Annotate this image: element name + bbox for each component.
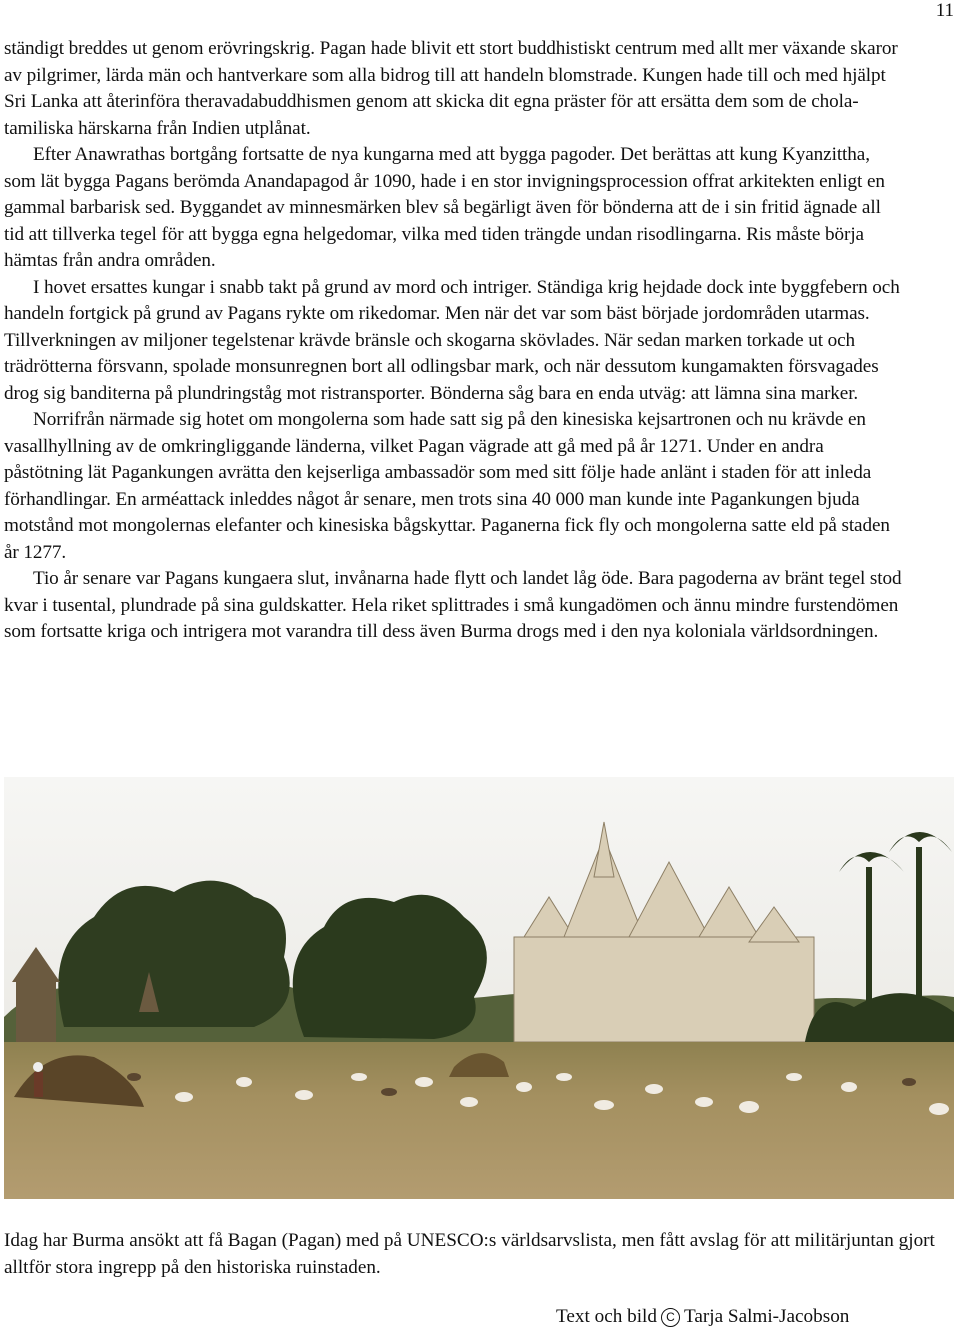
paragraph: I hovet ersattes kungar i snabb takt på grund av mord och intriger. Ständiga krig hejdade dock inte byggfebern och handeln fortgick på grund av Pagans rykte om rikedomar. Men när det var som bäst började jordområden utarmas. Tillverkningen av miljoner tegelstenar krävde bränsle och skogarna skövlades. När sedan marken torkade ut och trädrötterna försvann, spolade monsunregnen bort all odlingsbar mark, och när dessutom kungamakten försvagades drog sig banditerna på plundringståg mot ristransporter. Bönderna såg bara en enda utväg: att lämna sina marker. [4,276,900,404]
bagan-pagoda-photo [4,777,954,1199]
copyright-icon: C [661,1308,680,1327]
paragraph: Efter Anawrathas bortgång fortsatte de nya kungarna med att bygga pagoder. Det berättas att kung Kyanzittha, som lät bygga Pagans berömda Anandapagod år 1090, hade i en stor invigningsprocession offrat arkitekten enligt en gammal barbarisk sed. Byggandet av minnesmärken blev så begärligt även för bönderna att de i sin fritid ägnade all tid att tillverka tegel för att bygga egna helgedomar, vilka med tiden trängde undan risodlingarna. Ris måste börja hämtas från andra områden. [4,144,885,271]
paragraph: Tio år senare var Pagans kungaera slut, invånarna hade flytt och landet låg öde. Bara pagoderna av bränt tegel stod kvar i tusental, plundrade på sina guldskatter. Hela riket splittrades i små kungadömen och ännu mindre furstendömen som fortsatte kriga och intrigera mot varandra till dess även Burma drogs med i den nya koloniala världsordningen. [4,568,902,642]
article-body [4,36,904,646]
page-number: 11 [935,0,954,21]
paragraph: Norrifrån närmade sig hotet om mongolerna som hade satt sig på den kinesiska kejsartronen och nu krävde en vasallhyllning av de omkringliggande länderna, vilket Pagan vägrade att gå med på år 1271. Under en andra påstötning lät Pagankungen avrätta den kejserliga ambassadör som med sitt följe hade anlänt i staden för att inleda förhandlingar. En arméattack inleddes något år senare, men trots sina 40 000 man kunde inte Pagankungen bjuda motstånd mot mongolernas elefanter och kinesiska bågskyttar. Paganerna fick fly och mongolerna satte eld på staden år 1277. [4,409,890,563]
photo-caption [4,1227,944,1281]
credit-line [556,1306,849,1328]
caption-text: Idag har Burma ansökt att få Bagan (Pagan) med på UNESCO:s världsarvslista, men fått avslag för att militärjuntan gjort alltför stora ingrepp på den historiska ruinstaden. [4,1230,935,1278]
credit-author: Tarja Salmi-Jacobson [683,1306,850,1327]
paragraph: ständigt breddes ut genom erövringskrig. Pagan hade blivit ett stort buddhistiskt centrum med allt mer växande skaror av pilgrimer, lärda män och hantverkare som alla bidrog till att handeln blomstrade. Kungen hade till och med hjälpt Sri Lanka att återinföra theravadabuddhismen genom att skicka dit egna präster för att ersätta dem som de chola-tamiliska härskarna från Indien utplånat. [4,38,898,139]
credit-prefix: Text och bild [556,1306,657,1327]
herder [33,1062,43,1097]
